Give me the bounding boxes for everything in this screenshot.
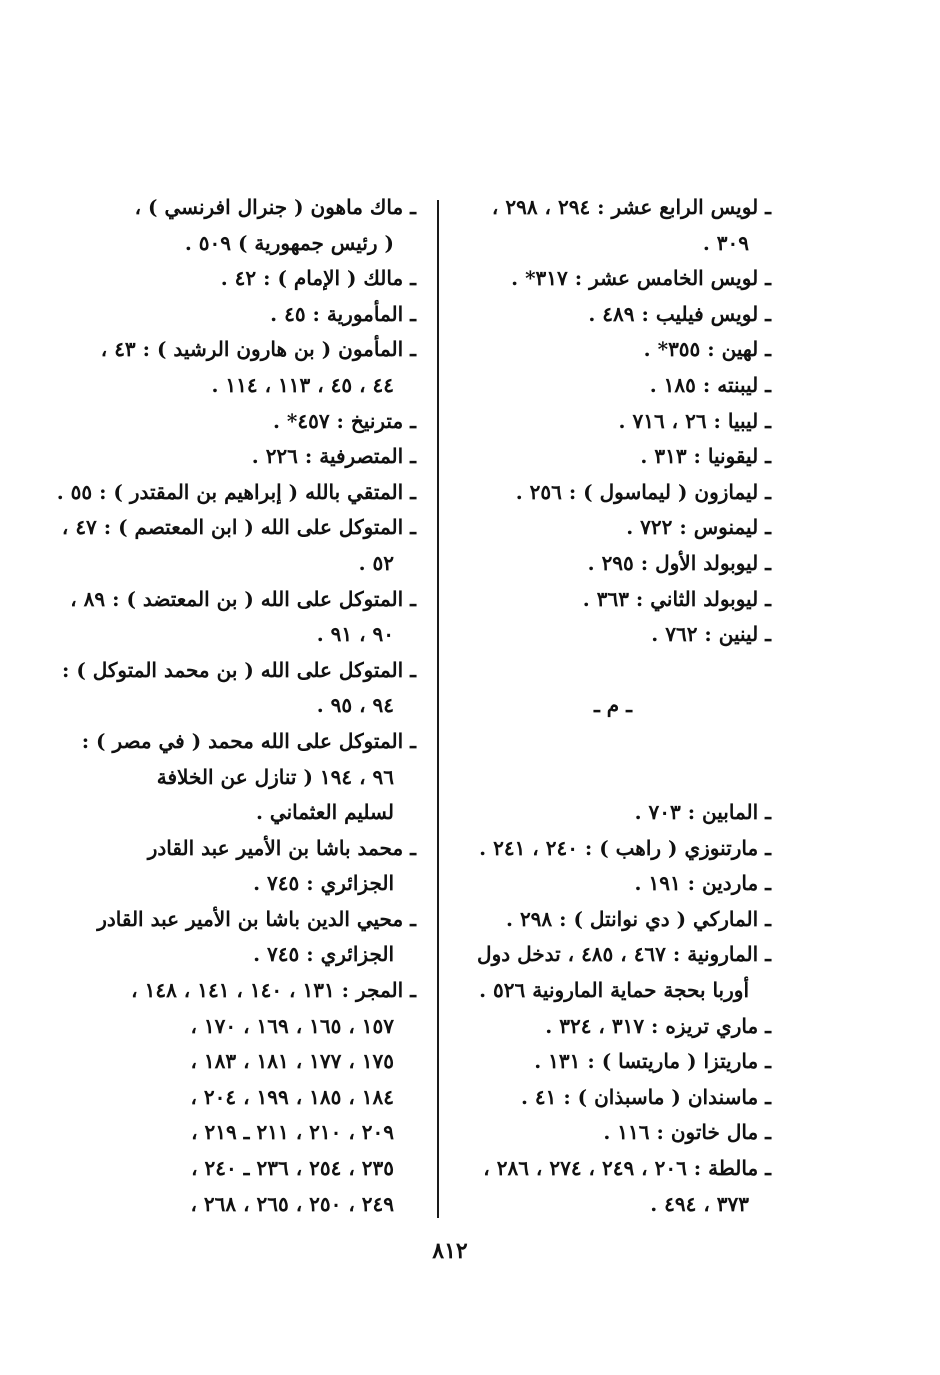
index-entry-continuation: ٤٤ ، ٤٥ ، ١١٣ ، ١١٤ . — [211, 372, 394, 397]
index-entry: ـ ليقونيا : ٣١٣ . — [640, 444, 771, 469]
index-entry: ـ مالك ( الإمام ) : ٤٢ . — [220, 266, 416, 291]
index-entry: ـ ليمنوس : ٧٢٢ . — [626, 515, 771, 540]
column-divider — [437, 200, 439, 1218]
index-entry-continuation: ٢٠٩ ، ٢١٠ ، ٢١١ ـ ٢١٩ ، — [191, 1120, 394, 1145]
index-entry: ـ المجر : ١٣١ ، ١٤٠ ، ١٤١ ، ١٤٨ ، — [131, 978, 416, 1003]
index-entry: ـ ليوبولد الثاني : ٣٦٣ . — [582, 586, 771, 611]
index-column-left — [56, 190, 416, 1222]
index-entry: ـ ليوبولد الأول : ٢٩٥ . — [587, 550, 771, 575]
index-entry: ـ مال خاتون : ١١٦ . — [603, 1120, 771, 1145]
index-entry: ـ المتصرفية : ٢٢٦ . — [251, 444, 416, 469]
index-entry: ـ الماركي ( دي نوانتل ) : ٢٩٨ . — [506, 906, 771, 931]
index-entry: ـ مالطة : ٢٠٦ ، ٢٤٩ ، ٢٧٤ ، ٢٨٦ ، — [483, 1156, 771, 1181]
index-entry: ـ لينين : ٧٦٢ . — [651, 622, 771, 647]
index-entry: ـ محيي الدين باشا بن الأمير عبد القادر — [97, 906, 416, 931]
index-entry: ـ لويس الرابع عشر : ٢٩٤ ، ٢٩٨ ، — [491, 195, 771, 219]
index-entry-continuation: ٣٧٣ ، ٤٩٤ . — [650, 1191, 749, 1216]
index-entry-continuation: ٩٠ ، ٩١ . — [316, 622, 394, 647]
index-entry-continuation: الجزائري : ٧٤٥ . — [253, 871, 394, 896]
index-entry: ـ المأمورية : ٤٥ . — [270, 301, 416, 326]
index-entry: ـ مترنيخ : ٤٥٧* . — [272, 408, 416, 433]
index-entry: ـ المابين : ٧٠٣ . — [634, 800, 771, 825]
index-entry-continuation: الجزائري : ٧٤٥ . — [253, 942, 394, 967]
index-entry: ـ ليبيا : ٢٦ ، ٧١٦ . — [618, 408, 771, 433]
index-entry-continuation: ١٥٧ ، ١٦٥ ، ١٦٩ ، ١٧٠ ، — [190, 1013, 394, 1038]
index-entry-continuation: ٣٠٩ . — [702, 230, 749, 255]
index-entry: ـ لويس الخامس عشر : ٣١٧* . — [511, 266, 771, 291]
index-entry-continuation: لسليم العثماني . — [255, 800, 394, 825]
index-entry: ـ ليبنته : ١٨٥ . — [649, 372, 771, 397]
index-entry-continuation: ٩٦ ، ١٩٤ ( تنازل عن الخلافة — [156, 764, 394, 789]
index-entry-continuation: ١٨٤ ، ١٨٥ ، ١٩٩ ، ٢٠٤ ، — [190, 1084, 394, 1109]
index-entry-continuation: ٥٢ . — [358, 550, 394, 575]
index-entry: ـ مارتنوزي ( راهب ) : ٢٤٠ ، ٢٤١ . — [479, 835, 771, 860]
index-entry-continuation: ٢٤٩ ، ٢٥٠ ، ٢٦٥ ، ٢٦٨ ، — [190, 1191, 394, 1216]
index-entry: ـ لويس فيليب : ٤٨٩ . — [588, 301, 771, 326]
index-entry: ـ ليمازون ( ليماسول ) : ٢٥٦ . — [515, 479, 771, 504]
index-entry: ـ المتوكل على الله ( بن محمد المتوكل ) : — [61, 657, 416, 682]
index-entry: ـ ماريتزا ( ماريتسا ) : ١٣١ . — [534, 1049, 771, 1074]
index-entry: ـ لهين : ٣٥٥* . — [643, 337, 771, 362]
index-entry: ـ ماردين : ١٩١ . — [634, 871, 771, 896]
index-entry: ـ المتوكل على الله ( بن المعتضد ) : ٨٩ ، — [70, 586, 416, 611]
index-entry: ـ محمد باشا بن الأمير عبد القادر — [147, 835, 416, 860]
spacer — [455, 724, 771, 760]
index-entry: ـ المتقي بالله ( إبراهيم بن المقتدر ) : ٥٥ . — [56, 479, 416, 504]
index-entry-continuation: ١٧٥ ، ١٧٧ ، ١٨١ ، ١٨٣ ، — [190, 1049, 394, 1074]
index-entry-continuation: ٩٤ ، ٩٥ . — [316, 693, 394, 718]
index-entry: ـ المارونية : ٤٦٧ ، ٤٨٥ ، تدخل دول — [477, 942, 771, 967]
index-entry: ـ المأمون ( بن هارون الرشيد ) : ٤٣ ، — [100, 337, 416, 362]
index-entry-continuation: أوربا بحجة حماية المارونية ٥٢٦ . — [479, 978, 749, 1003]
index-column-right — [455, 190, 771, 1222]
page-number: ٨١٢ — [432, 1238, 468, 1264]
index-entry-continuation: ٢٣٥ ، ٢٥٤ ، ٢٣٦ ـ ٢٤٠ ، — [191, 1156, 394, 1181]
spacer — [455, 653, 771, 689]
spacer — [455, 760, 771, 796]
index-entry: ـ المتوكل على الله محمد ( في مصر ) : — [81, 728, 416, 753]
index-entry: ـ ماري تريزه : ٣١٧ ، ٣٢٤ . — [545, 1013, 771, 1038]
index-entry-continuation: ( رئيس جمهورية ) ٥٠٩ . — [184, 230, 394, 255]
index-entry: ـ ماك ماهون ( جنرال افرنسي ) ، — [134, 195, 416, 219]
index-entry: ـ ماسندان ( ماسبذان ) : ٤١ . — [520, 1084, 771, 1109]
index-entry: ـ المتوكل على الله ( ابن المعتصم ) : ٤٧ ، — [61, 515, 416, 540]
section-heading: ـ م ـ — [593, 693, 633, 718]
